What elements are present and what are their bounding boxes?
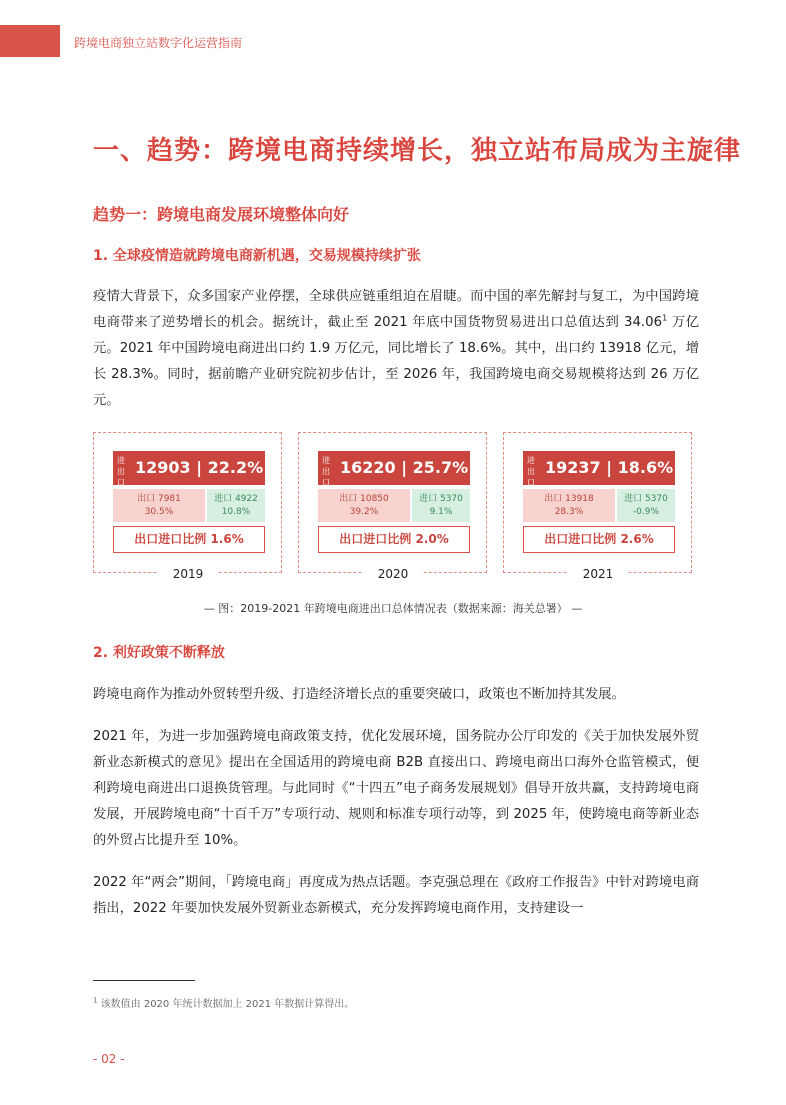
card-year-2021: 2021	[568, 567, 628, 581]
section2-heading: 2. 利好政策不断释放	[93, 645, 225, 661]
card-tag: 进出口	[527, 456, 535, 487]
card-import: 进口 5370 -0.9%	[617, 489, 675, 522]
card-export: 出口 7981 30.5%	[113, 489, 205, 522]
card-total	[113, 451, 265, 485]
card-ratio: 出口进口比例 2.0%	[318, 526, 470, 553]
section1-paragraph: 疫情大背景下，众多国家产业停摆，全球供应链重组迫在眉睫。而中国的率先解封与复工，为中国跨境电商带来了逆势增长的机会。据统计，截止至 2021 年底中国货物贸易进出口总值达到 34.06$^1$ 万亿元。2021 年中国跨境电商进出口约 1.9 万亿元，同比增长了 18.6%。其中，出口约 13918 亿元，增长 28.3%。同时，据前瞻产业研究院初步估计，至 2026 年，我国跨境电商交易规模将达到 26 万亿元。	[93, 289, 699, 408]
figure-caption: — 图：2019-2021 年跨境电商进出口总体情况表（数据来源：海关总署） —	[203, 602, 583, 615]
card-main-value: 12903 | 22.2%	[135, 458, 264, 477]
card-total	[523, 451, 675, 485]
section1-heading: 1. 全球疫情造就跨境电商新机遇，交易规模持续扩张	[93, 248, 421, 264]
card-main-value: 16220 | 25.7%	[340, 458, 469, 477]
card-year-2019: 2019	[158, 567, 218, 581]
card-import: 进口 5370 9.1%	[412, 489, 470, 522]
card-ratio: 出口进口比例 2.6%	[523, 526, 675, 553]
page-number: - 02 -	[93, 1052, 125, 1066]
card-ratio: 出口进口比例 1.6%	[113, 526, 265, 553]
footnote-divider	[93, 980, 195, 981]
card-export: 出口 10850 39.2%	[318, 489, 410, 522]
header-accent-bar	[0, 25, 60, 57]
card-total	[318, 451, 470, 485]
stats-card-2021	[503, 432, 692, 573]
stats-card-2019	[93, 432, 282, 573]
stats-card-2020	[298, 432, 487, 573]
section2-paragraph-2: 2021 年，为进一步加强跨境电商政策支持，优化发展环境，国务院办公厅印发的《关于加快发展外贸新业态新模式的意见》提出在全国适用的跨境电商 B2B 直接出口、跨境电商出口海外仓监管模式，便利跨境电商进出口退换货管理。与此同时《“十四五”电子商务发展规划》倡导开放共赢，支持跨境电商发展，开展跨境电商“十百千万”专项行动、规则和标准专项行动等，到 2025 年，使跨境电商等新业态的外贸占比提升至 10%。	[93, 729, 699, 848]
card-tag: 进出口	[117, 456, 125, 487]
footnote-ref: 1	[662, 313, 668, 323]
footnote: $^1$ 该数值由 2020 年统计数据加上 2021 年数据计算得出。	[93, 996, 355, 1010]
card-year-2020: 2020	[363, 567, 423, 581]
card-import: 进口 4922 10.8%	[207, 489, 265, 522]
card-export: 出口 13918 28.3%	[523, 489, 615, 522]
section2-paragraph-3: 2022 年“两会”期间，「跨境电商」再度成为热点话题。李克强总理在《政府工作报告》中针对跨境电商指出，2022 年要加快发展外贸新业态新模式，充分发挥跨境电商作用，支持建设一	[93, 875, 699, 916]
section2-paragraph-1: 跨境电商作为推动外贸转型升级、打造经济增长点的重要突破口，政策也不断加持其发展。	[93, 687, 625, 702]
header-title: 跨境电商独立站数字化运营指南	[74, 36, 243, 50]
chapter-heading: 一、趋势：跨境电商持续增长，独立站布局成为主旋律	[93, 136, 742, 166]
card-main-value: 19237 | 18.6%	[545, 458, 674, 477]
trend-heading: 趋势一：跨境电商发展环境整体向好	[93, 205, 350, 224]
card-tag: 进出口	[322, 456, 330, 487]
